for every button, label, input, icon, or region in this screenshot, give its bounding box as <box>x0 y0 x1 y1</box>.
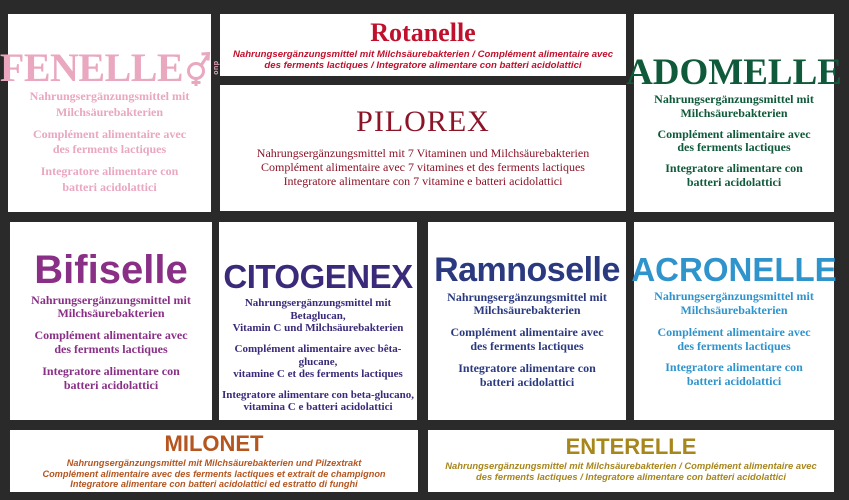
product-logo-fenelle <box>0 45 220 90</box>
description-line: Milchsäurebakterien <box>680 302 788 317</box>
description-line: Integratore alimentare con <box>40 164 179 179</box>
gender-symbol-icon <box>185 49 211 87</box>
product-name: CITOGENEX <box>223 258 413 295</box>
description-line: Complément alimentaire avec <box>657 126 811 141</box>
description-line: Milchsäurebakterien <box>680 105 788 120</box>
description-line: Complément alimentaire avec des ferments lactiques et extrait de champignon <box>42 468 386 479</box>
description-line: Milchsäurebakterien <box>55 104 164 119</box>
description-line: Integratore alimentare con <box>458 360 596 375</box>
product-card-bifiselle <box>10 222 212 420</box>
product-card-adomelle <box>626 14 842 212</box>
product-card-acronelle <box>631 222 837 420</box>
product-name: MILONET <box>164 431 264 456</box>
description-line: Integratore alimentare con 7 vitamine e batteri acidolattici <box>283 173 563 188</box>
product-card-enterelle <box>428 430 834 492</box>
description-line: Milchsäurebakterien <box>473 303 581 318</box>
description-line: batteri acidolattici <box>686 174 782 189</box>
description-line: des ferments lactiques <box>54 342 168 356</box>
description-line: des ferments lactiques <box>52 142 167 157</box>
description-line: Complément alimentaire avec <box>32 126 187 141</box>
description-line: des ferments lactiques <box>677 140 791 155</box>
product-card-fenelle <box>0 14 220 212</box>
description-line: des ferments lactiques <box>470 339 584 353</box>
product-name: ACRONELLE <box>631 251 837 289</box>
product-card-milonet <box>10 430 418 492</box>
product-name: Bifiselle <box>34 247 188 292</box>
description-line: Complément alimentaire avec bêta-glucane, <box>234 342 402 368</box>
description-line: des ferments lactiques / Integratore alimentare con batteri acidolattici <box>264 60 582 72</box>
product-variant-label: duo <box>212 60 220 76</box>
description-line: Integratore alimentare con <box>665 161 803 176</box>
description-line: batteri acidolattici <box>62 179 157 194</box>
description-line: Nahrungsergänzungsmittel mit <box>31 292 191 307</box>
description-line: Nahrungsergänzungsmittel mit <box>654 92 814 106</box>
description-line: Complément alimentaire avec <box>657 324 811 339</box>
description-line: Nahrungsergänzungsmittel mit Milchsäurebakterien und Pilzextrakt <box>66 458 362 468</box>
description-line: batteri acidolattici <box>63 377 159 392</box>
description-line: Complément alimentaire avec <box>450 325 604 340</box>
product-name: FENELLE <box>0 45 184 90</box>
description-line: Nahrungsergänzungsmittel mit Milchsäurebakterien / Complément alimentaire avec <box>232 49 614 60</box>
description-line: Integratore alimentare con <box>665 360 803 375</box>
description-line: Nahrungsergänzungsmittel mit <box>29 89 190 103</box>
description-line: Nahrungsergänzungsmittel mit Betaglucan, <box>244 297 392 322</box>
product-card-ramnoselle <box>428 222 626 420</box>
description-line: batteri acidolattici <box>479 374 575 389</box>
product-name: ADOMELLE <box>626 52 842 93</box>
product-name: PILOREX <box>356 105 490 139</box>
description-line: des ferments lactiques <box>677 338 791 353</box>
description-line: Milchsäurebakterien <box>57 306 165 321</box>
product-name: Ramnoselle <box>434 250 620 289</box>
description-line: Nahrungsergänzungsmittel mit <box>447 289 607 304</box>
description-line: batteri acidolattici <box>686 374 782 389</box>
description-line: Complément alimentaire avec <box>34 328 188 343</box>
product-card-citogenex <box>219 222 417 420</box>
description-line: Vitamin C und Milchsäurebakterien <box>232 322 404 335</box>
description-line: Complément alimentaire avec 7 vitamines et des ferments lactiques <box>261 160 585 175</box>
description-line: Nahrungsergänzungsmittel mit Milchsäurebakterien / Complément alimentaire avec <box>445 460 817 471</box>
description-line: Integratore alimentare con beta-glucano, <box>221 388 415 401</box>
description-line: des ferments lactiques / Integratore alimentare con batteri acidolattici <box>476 470 786 482</box>
description-line: Nahrungsergänzungsmittel mit <box>654 289 814 304</box>
description-line: vitamine C et des ferments lactiques <box>233 368 403 381</box>
product-card-rotanelle <box>220 14 626 76</box>
description-line: Nahrungsergänzungsmittel mit 7 Vitaminen und Milchsäurebakterien <box>256 146 590 161</box>
product-card-pilorex <box>220 85 626 211</box>
description-line: Integratore alimentare con batteri acidolattici ed estratto di funghi <box>70 479 358 490</box>
description-line: Integratore alimentare con <box>42 363 180 378</box>
description-line: vitamina C e batteri acidolattici <box>243 401 393 414</box>
product-name: Rotanelle <box>370 18 476 47</box>
product-name: ENTERELLE <box>565 434 697 459</box>
